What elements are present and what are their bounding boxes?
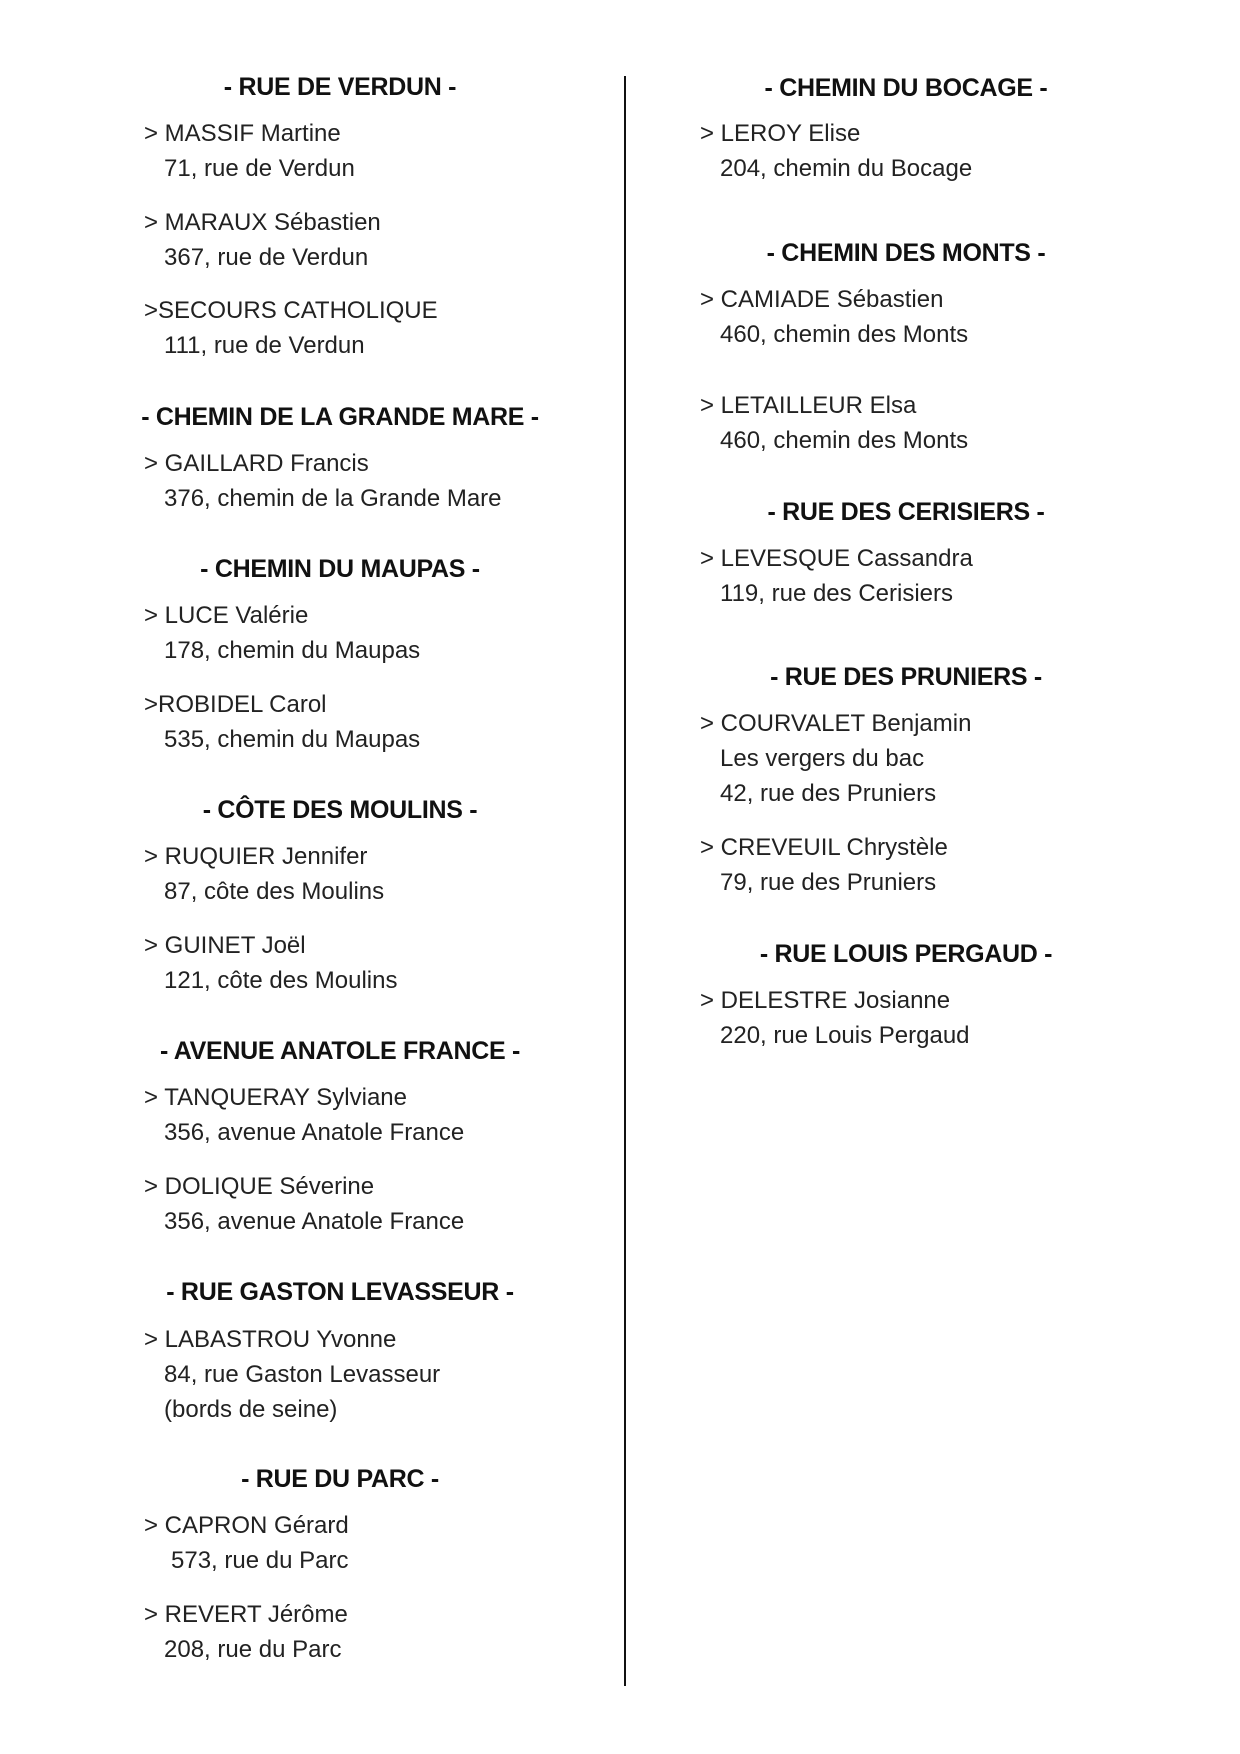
- list-item: [144, 116, 355, 186]
- section-heading: - CHEMIN DES MONTS -: [766, 239, 1046, 267]
- contact-address: 42, rue des Pruniers: [720, 780, 937, 807]
- contact-address: 111, rue de Verdun: [164, 332, 365, 359]
- list-item: [700, 983, 970, 1053]
- contact-name: > REVERT Jérôme: [144, 1601, 348, 1628]
- list-item: [144, 293, 438, 363]
- list-item: [700, 830, 948, 900]
- contact-address: 356, avenue Anatole France: [164, 1208, 465, 1235]
- column-divider: [624, 76, 626, 1686]
- list-item: [700, 116, 972, 186]
- contact-name: > MARAUX Sébastien: [144, 209, 381, 236]
- contact-address: 71, rue de Verdun: [164, 155, 355, 182]
- list-item: [700, 282, 968, 352]
- contact-name: > CAMIADE Sébastien: [700, 286, 944, 313]
- contact-name: > TANQUERAY Sylviane: [144, 1084, 407, 1111]
- contact-name: > CREVEUIL Chrystèle: [700, 834, 948, 861]
- contact-address: 367, rue de Verdun: [164, 244, 369, 271]
- contact-name: > LETAILLEUR Elsa: [700, 392, 917, 419]
- list-item: [144, 1169, 464, 1239]
- contact-address: 87, côte des Moulins: [164, 878, 385, 905]
- list-item: [144, 1322, 440, 1427]
- contact-name: > LEVESQUE Cassandra: [700, 545, 973, 572]
- contact-address-note: Les vergers du bac: [720, 745, 925, 772]
- contact-name: > LUCE Valérie: [144, 602, 309, 629]
- list-item: [144, 928, 397, 998]
- contact-address: 376, chemin de la Grande Mare: [164, 485, 502, 512]
- section-heading: - RUE DU PARC -: [241, 1465, 439, 1493]
- list-item: [144, 205, 381, 275]
- contact-address-note: (bords de seine): [164, 1396, 338, 1423]
- contact-address: 460, chemin des Monts: [720, 427, 969, 454]
- contact-name: > RUQUIER Jennifer: [144, 843, 368, 870]
- list-item: [700, 388, 968, 458]
- list-item: [700, 706, 971, 811]
- contact-name: > DOLIQUE Séverine: [144, 1173, 375, 1200]
- contact-name: > GUINET Joël: [144, 932, 306, 959]
- contact-address: 573, rue du Parc: [171, 1547, 349, 1574]
- list-item: [144, 446, 502, 516]
- contact-address: 178, chemin du Maupas: [164, 637, 421, 664]
- list-item: [144, 598, 420, 668]
- contact-name: > LEROY Elise: [700, 120, 861, 147]
- contact-address: 220, rue Louis Pergaud: [720, 1022, 970, 1049]
- list-item: [144, 1080, 464, 1150]
- contact-address: 356, avenue Anatole France: [164, 1119, 465, 1146]
- list-item: [144, 1597, 348, 1667]
- section-heading: - AVENUE ANATOLE FRANCE -: [159, 1037, 521, 1065]
- contact-address: 460, chemin des Monts: [720, 321, 969, 348]
- contact-address: 208, rue du Parc: [164, 1636, 342, 1663]
- section-heading: - RUE GASTON LEVASSEUR -: [166, 1278, 514, 1306]
- contact-name: > GAILLARD Francis: [144, 450, 369, 477]
- section-heading: - CHEMIN DE LA GRANDE MARE -: [141, 403, 539, 431]
- contact-address: 119, rue des Cerisiers: [720, 580, 953, 607]
- contact-address: 535, chemin du Maupas: [164, 726, 421, 753]
- contact-name: > CAPRON Gérard: [144, 1512, 349, 1539]
- contact-name: > LABASTROU Yvonne: [144, 1326, 397, 1353]
- contact-address: 84, rue Gaston Levasseur: [164, 1361, 441, 1388]
- section-heading: - CHEMIN DU BOCAGE -: [764, 74, 1048, 102]
- list-item: [144, 839, 384, 909]
- section-heading: - RUE DE VERDUN -: [223, 73, 457, 101]
- section-heading: - CÔTE DES MOULINS -: [202, 796, 478, 824]
- contact-address: 121, côte des Moulins: [164, 967, 398, 994]
- contact-name: > COURVALET Benjamin: [700, 710, 972, 737]
- list-item: [144, 687, 420, 757]
- contact-address: 204, chemin du Bocage: [720, 155, 973, 182]
- contact-name: >ROBIDEL Carol: [144, 691, 327, 718]
- list-item: [144, 1508, 349, 1578]
- list-item: [700, 541, 973, 611]
- section-heading: - RUE DES CERISIERS -: [767, 498, 1045, 526]
- section-heading: - CHEMIN DU MAUPAS -: [200, 555, 480, 583]
- contact-name: > DELESTRE Josianne: [700, 987, 951, 1014]
- section-heading: - RUE LOUIS PERGAUD -: [759, 940, 1053, 968]
- contact-name: > MASSIF Martine: [144, 120, 341, 147]
- contact-address: 79, rue des Pruniers: [720, 869, 937, 896]
- section-heading: - RUE DES PRUNIERS -: [770, 663, 1042, 691]
- contact-name: >SECOURS CATHOLIQUE: [144, 297, 438, 324]
